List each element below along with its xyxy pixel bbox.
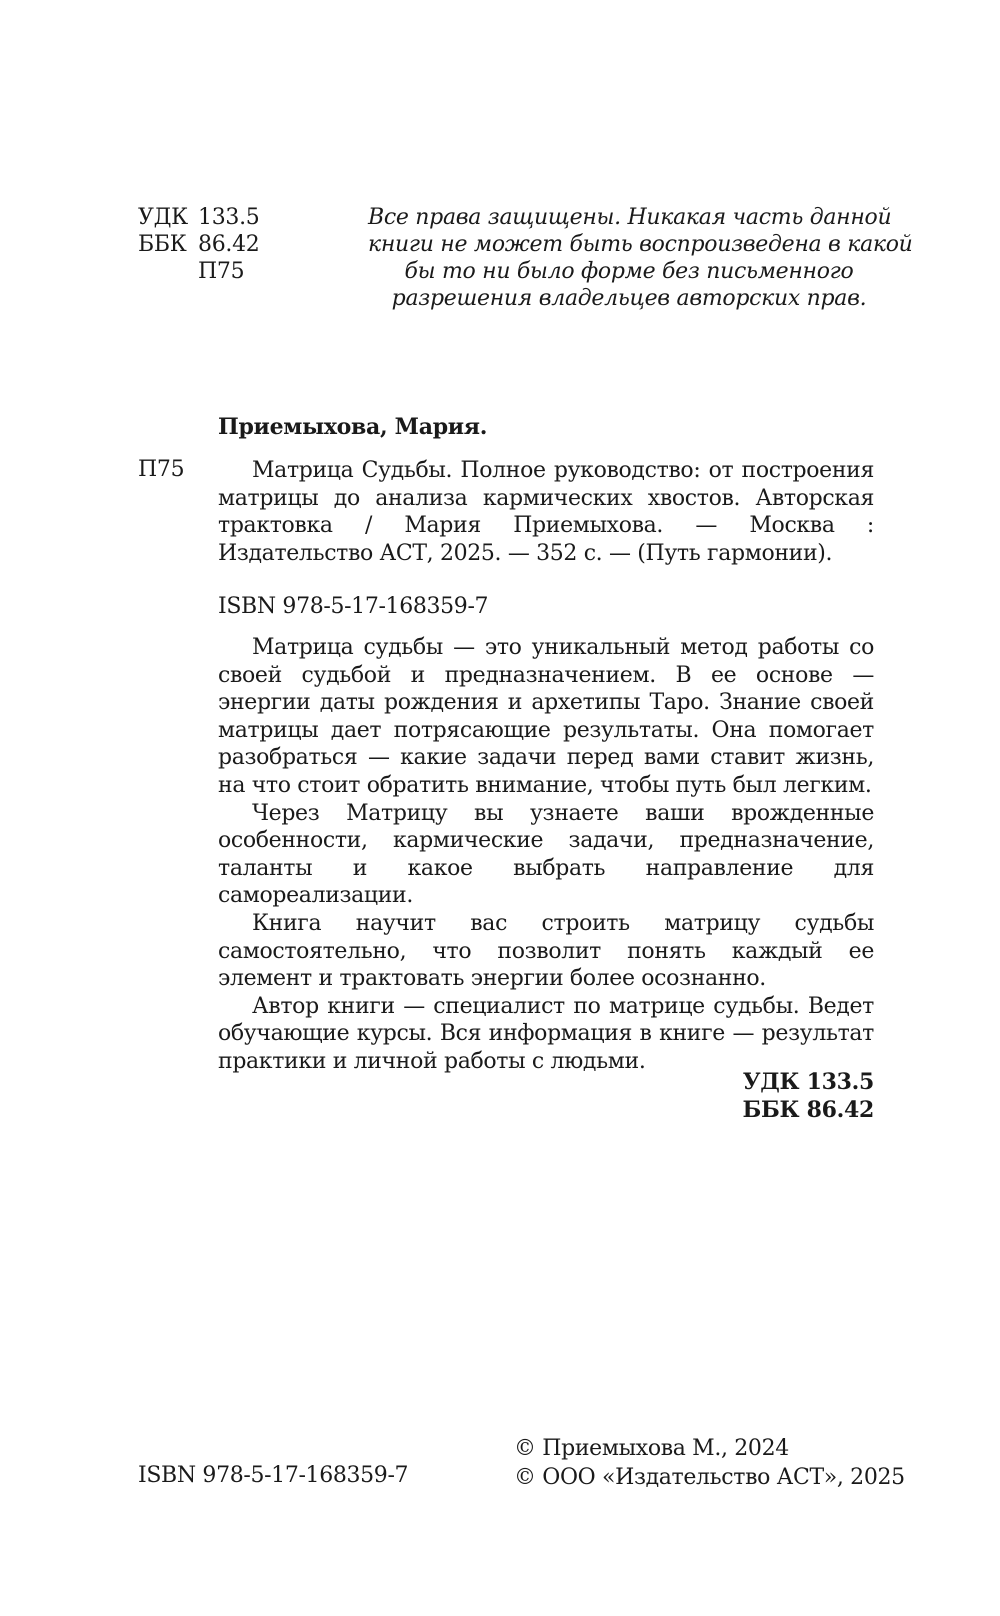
udk-row: [138, 204, 259, 231]
isbn: ISBN 978-5-17-168359-7: [218, 594, 489, 619]
abstract-paragraph: Через Матрицу вы узнаете ваши врожденные особенности, кармические задачи, предназначение, таланты и какое выбрать направление для самореализации.: [218, 800, 874, 909]
bbk-value: 86.42: [198, 232, 260, 257]
call-mark: П75: [138, 457, 185, 482]
author-mark: П75: [198, 259, 245, 284]
footer-isbn: ISBN 978-5-17-168359-7: [138, 1463, 409, 1488]
udk-value: 133.5: [198, 205, 260, 230]
copyright-block: [514, 1434, 905, 1492]
copyright-author: © Приемыхова М., 2024: [514, 1436, 789, 1461]
bbk-code: ББК 86.42: [742, 1097, 874, 1123]
rights-line: разрешения владельцев авторских прав.: [391, 286, 867, 311]
rights-line: Все права защищены. Никакая часть данной: [368, 205, 892, 230]
author-heading: Приемыхова, Мария.: [218, 414, 488, 440]
bbk-label: ББК: [138, 232, 187, 257]
classification-codes-bottom: [743, 1068, 874, 1124]
copyright-publisher: © ООО «Издательство АСТ», 2025: [514, 1465, 905, 1490]
abstract: [218, 634, 874, 1076]
udk-code: УДК 133.5: [742, 1069, 874, 1095]
bbk-row: [138, 231, 259, 258]
abstract-paragraph: Автор книги — специалист по матрице судьбы. Ведет обучающие курсы. Вся информация в книге — результат практики и личной работы с людьми.: [218, 993, 874, 1074]
rights-line: книги не может быть воспроизведена в какой: [368, 232, 913, 257]
author-mark-row: [138, 258, 259, 285]
abstract-paragraph: Матрица судьбы — это уникальный метод работы со своей судьбой и предназначением. В ее основе — энергии даты рождения и архетипы Таро. Знание своей матрицы дает потрясающие результаты. Она помогает разобраться — какие задачи перед вами ставит жизнь, на что стоит обратить внимание, чтобы путь был легким.: [218, 635, 874, 798]
classification-codes-top: [138, 204, 259, 285]
rights-line: бы то ни было форме без письменного: [404, 259, 854, 284]
udk-label: УДК: [138, 205, 188, 230]
abstract-paragraph: Книга научит вас строить матрицу судьбы самостоятельно, что позволит понять каждый ее элемент и трактовать энергии более осознанно.: [218, 910, 874, 992]
bibliographic-description: Матрица Судьбы. Полное руководство: от построения матрицы до анализа кармических хвостов. Авторская трактовка / Мария Приемыхова. — Москва : Издательство АСТ, 2025. — 352 с. — (Путь гармонии).: [218, 458, 874, 566]
rights-notice: [368, 204, 913, 312]
